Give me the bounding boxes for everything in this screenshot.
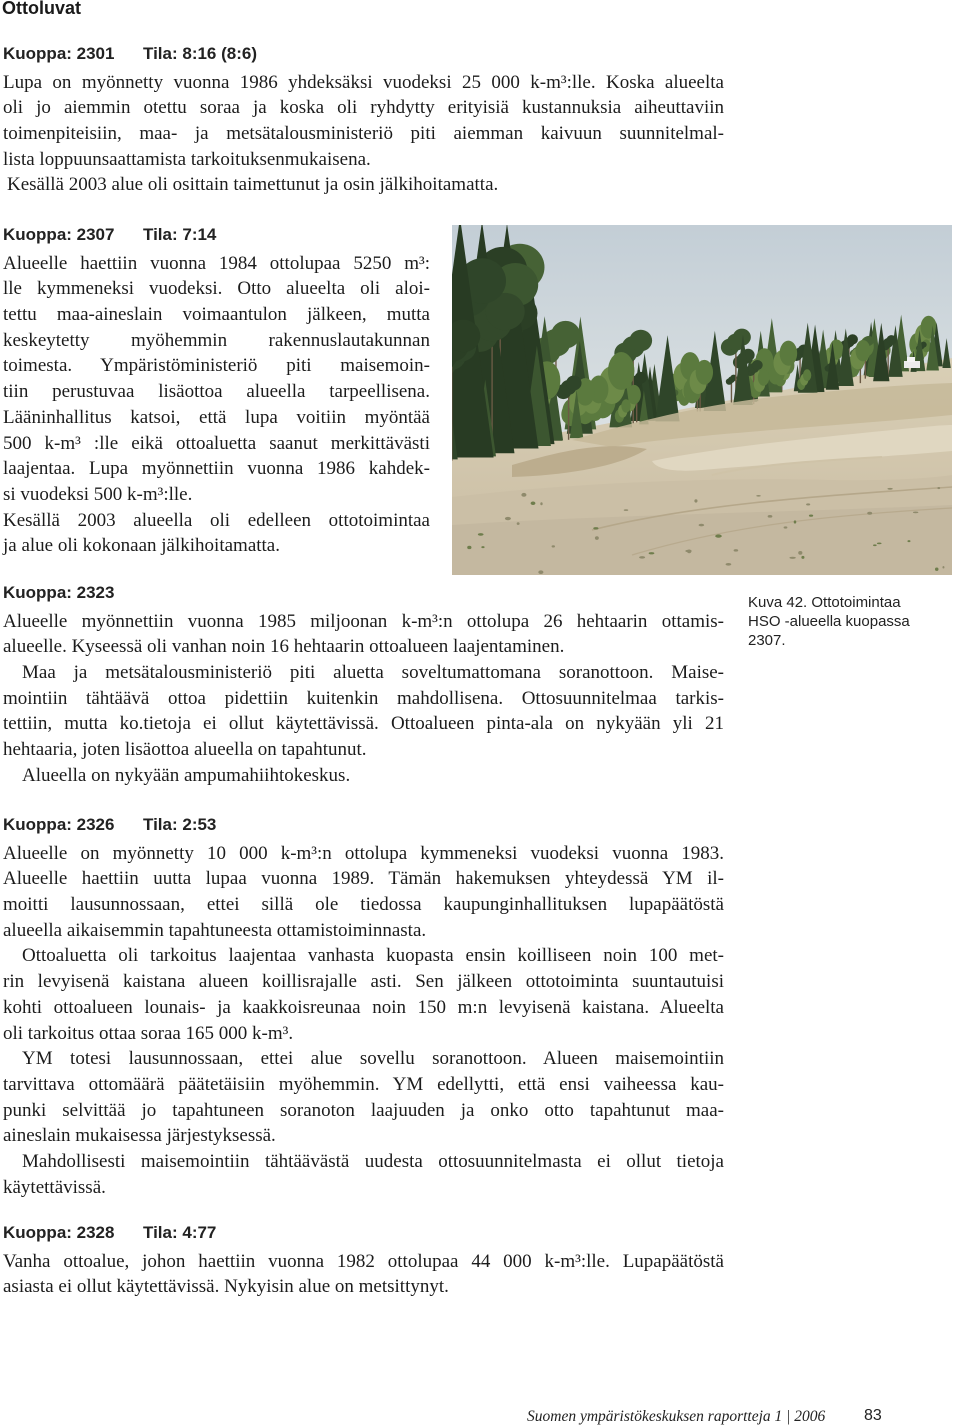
- paragraph-line: tettiin, mutta ko.tietoja ei ollut käytettävissä. Ottoalueen pinta-ala on nykyään yli 21: [3, 713, 724, 735]
- paragraph-line: alueella aikaisemmin tapahtuneesta ottamistoiminnasta.: [3, 919, 427, 941]
- paragraph-line: lle kymmeneksi vuodeksi. Otto alueelta oli aloi-: [3, 278, 430, 300]
- paragraph-line: hehtaaria, joten lisäottoa alueella on tapahtunut.: [3, 739, 367, 761]
- section-kuoppa-2323: [0, 583, 724, 789]
- paragraph-line: toimenpiteisiin, maa- ja metsätalousministeriö piti aiemman kaivuun suunnitelmal-: [3, 123, 724, 145]
- paragraph-line: Kesällä 2003 alueella oli edelleen ottotoimintaa: [3, 509, 430, 531]
- section-heading: [0, 44, 724, 70]
- paragraph-line: asiasta ei ollut käytettävissä. Nykyisin alue on metsittynyt.: [3, 1276, 449, 1298]
- paragraph-line: Lääninhallitus katsoi, että lupa voitiin myöntää: [3, 406, 430, 428]
- page-number: 83: [864, 1407, 882, 1424]
- paragraph-line: moitti lausunnossaan, ettei sillä ole tiedossa kaupunginhallituksen lupapäätöstä: [3, 894, 724, 916]
- paragraph-line: Alueelle myönnettiin vuonna 1985 miljoonan k-m³:n ottolupa 26 hehtaarin ottamis-: [3, 610, 724, 632]
- paragraph-line: Alueelle haettiin vuonna 1984 ottolupaa 5250 m³:: [3, 252, 430, 274]
- tila-label: Tila: 4:77: [143, 1223, 217, 1242]
- paragraph-line: alueelle. Kyseessä oli vanhan noin 16 hehtaarin ottoalueen laajentaminen.: [3, 636, 565, 658]
- kuoppa-label: Kuoppa: 2301: [3, 44, 115, 63]
- caption-line: 2307.: [748, 632, 786, 649]
- section-heading: [0, 1223, 724, 1249]
- paragraph-line: käytettävissä.: [3, 1176, 106, 1198]
- paragraph-line: toimesta. Ympäristöministeriö piti maisemoin-: [3, 355, 430, 377]
- paragraph-line: Kesällä 2003 alue oli osittain taimettunut ja osin jälkihoitamatta.: [7, 174, 499, 196]
- section-kuoppa-2307: [0, 225, 430, 559]
- paragraph-line: si vuodeksi 500 k-m³:lle.: [3, 483, 193, 505]
- paragraph-line: ja alue oli kokonaan jälkihoitamatta.: [3, 535, 280, 557]
- paragraph-line: tiin perustuvaa lisäottoa alueella tarpeellisena.: [3, 381, 430, 403]
- tila-label: Tila: 8:16 (8:6): [143, 44, 258, 63]
- paragraph-line: 500 k-m³ :lle eikä ottoaluetta saanut merkittävästi: [3, 432, 430, 454]
- paragraph-line: oli tarkoitus ottaa soraa 165 000 k-m³.: [3, 1022, 294, 1044]
- gravel-pit-photo: [452, 225, 952, 575]
- paragraph-line: Maa ja metsätalousministeriö piti aluetta soveltumattomana soranottoon. Maise-: [22, 662, 724, 684]
- paragraph-line: Ottoaluetta oli tarkoitus laajentaa vanhasta kuopasta ensin koilliseen noin 100 met-: [22, 945, 724, 967]
- section-kuoppa-2328: [0, 1223, 724, 1300]
- kuoppa-label: Kuoppa: 2328: [3, 1223, 115, 1242]
- gravel-pit-photo-image: [452, 225, 952, 575]
- tila-label: Tila: 7:14: [143, 225, 217, 244]
- paragraph-line: laajentaa. Lupa myönnettiin vuonna 1986 kahdek-: [3, 458, 430, 480]
- kuoppa-label: Kuoppa: 2326: [3, 815, 115, 834]
- paragraph-line: mointiin tähtäävä ottoa pidettiin kuitenkin mahdollisena. Ottosuunnitelmaa tarkis-: [3, 687, 724, 709]
- page-section-title: Ottoluvat: [2, 0, 81, 18]
- paragraph-line: Alueelle haettiin uutta lupaa vuonna 1989. Tämän hakemuksen yhteydessä YM il-: [3, 868, 724, 890]
- section-heading: [0, 583, 724, 609]
- section-heading: [0, 225, 430, 251]
- section-kuoppa-2326: [0, 815, 724, 1200]
- paragraph-line: Vanha ottoalue, johon haettiin vuonna 1982 ottolupaa 44 000 k-m³:lle. Lupapäätöstä: [3, 1250, 724, 1272]
- paragraph-line: oli jo aiemmin otettu soraa ja koska oli ryhdytty erityisiä kustannuksia aiheuttaviin: [3, 97, 724, 119]
- caption-line: Kuva 42. Ottotoimintaa: [748, 594, 901, 611]
- figure-caption: [748, 593, 910, 650]
- kuoppa-label: Kuoppa: 2323: [3, 583, 115, 602]
- paragraph-line: punki selvittää jo tapahtuneen soranoton laajuuden ja onko otto tapahtunut maa-: [3, 1099, 724, 1121]
- paragraph-line: tarvittava ottomäärä päätetäisiin myöhemmin. YM edellytti, että ensi vaiheessa kau-: [3, 1073, 724, 1095]
- paragraph-line: Alueella on nykyään ampumahiihtokeskus.: [22, 764, 351, 786]
- paragraph-line: Alueelle on myönnetty 10 000 k-m³:n ottolupa kymmeneksi vuodeksi vuonna 1983.: [3, 842, 724, 864]
- paragraph-line: aineslain mukaisessa järjestyksessä.: [3, 1125, 276, 1147]
- paragraph-line: tettu maa-aineslain voimaantulon jälkeen, mutta: [3, 304, 430, 326]
- paragraph-line: lista loppuunsaattamista tarkoituksenmukaisena.: [3, 148, 371, 170]
- paragraph-line: Lupa on myönnetty vuonna 1986 yhdeksäksi vuodeksi 25 000 k-m³:lle. Koska alueelta: [3, 71, 724, 93]
- paragraph-line: YM totesi lausunnossaan, ettei alue sovellu soranottoon. Alueen maisemointiin: [22, 1048, 724, 1070]
- kuoppa-label: Kuoppa: 2307: [3, 225, 115, 244]
- footer-publication: Suomen ympäristökeskuksen raportteja 1 | 2006: [527, 1408, 826, 1425]
- paragraph-line: kohti ottoalueen lounais- ja kaakkoisreunaa noin 150 m:n levyisenä kaistana. Alueelta: [3, 996, 724, 1018]
- section-kuoppa-2301: [0, 44, 724, 198]
- paragraph-line: keskeytetty myöhemmin rakennuslautakunnan: [3, 329, 430, 351]
- tila-label: Tila: 2:53: [143, 815, 217, 834]
- paragraph-line: Mahdollisesti maisemointiin tähtäävästä uudesta ottosuunnitelmasta ei ollut tietoja: [22, 1150, 724, 1172]
- caption-line: HSO -alueella kuopassa: [748, 613, 910, 630]
- paragraph-line: rin levyisenä kaistana alueen koillisrajalle asti. Sen jälkeen ottotoiminta suuntautuisi: [3, 971, 724, 993]
- section-heading: [0, 815, 724, 841]
